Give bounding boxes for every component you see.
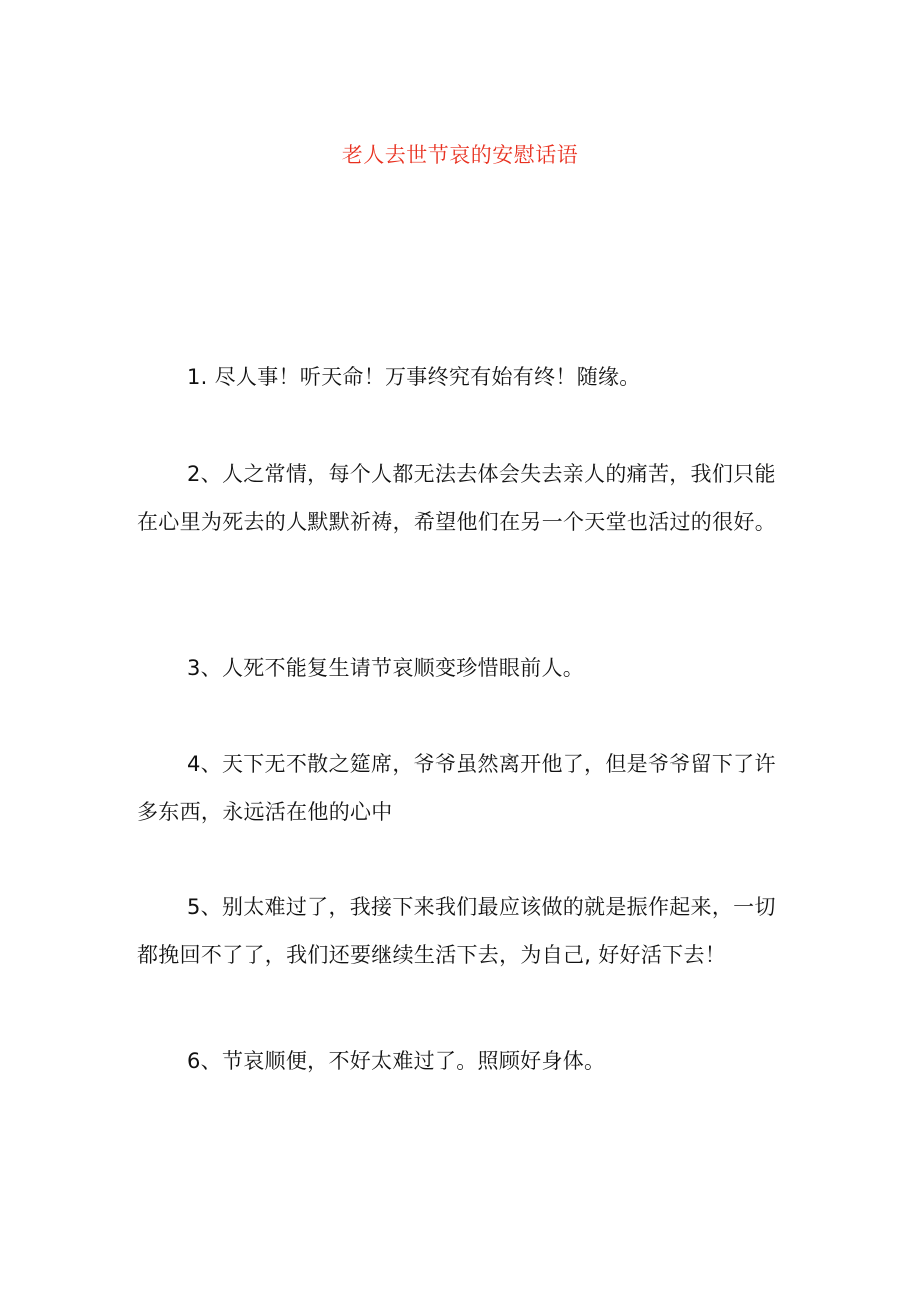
list-item: 1. 尽人事！听天命！万事终究有始有终！随缘。	[187, 365, 641, 389]
list-item: 3、人死不能复生请节哀顺变珍惜眼前人。	[187, 656, 585, 680]
list-item: 4、天下无不散之筵席，爷爷虽然离开他了，但是爷爷留下了许多东西，永远活在他的心中	[137, 752, 776, 824]
list-item: 5、别太难过了，我接下来我们最应该做的就是振作起来，一切都挽回不了了，我们还要继续生活下去，为自己, 好好活下去！	[137, 895, 776, 967]
document-title: 老人去世节哀的安慰话语	[341, 143, 579, 167]
list-item: 2、人之常情，每个人都无法去体会失去亲人的痛苦，我们只能在心里为死去的人默默祈祷，希望他们在另一个天堂也活过的很好。	[137, 462, 776, 534]
list-item: 6、节哀顺便，不好太难过了。照顾好身体。	[187, 1049, 606, 1073]
